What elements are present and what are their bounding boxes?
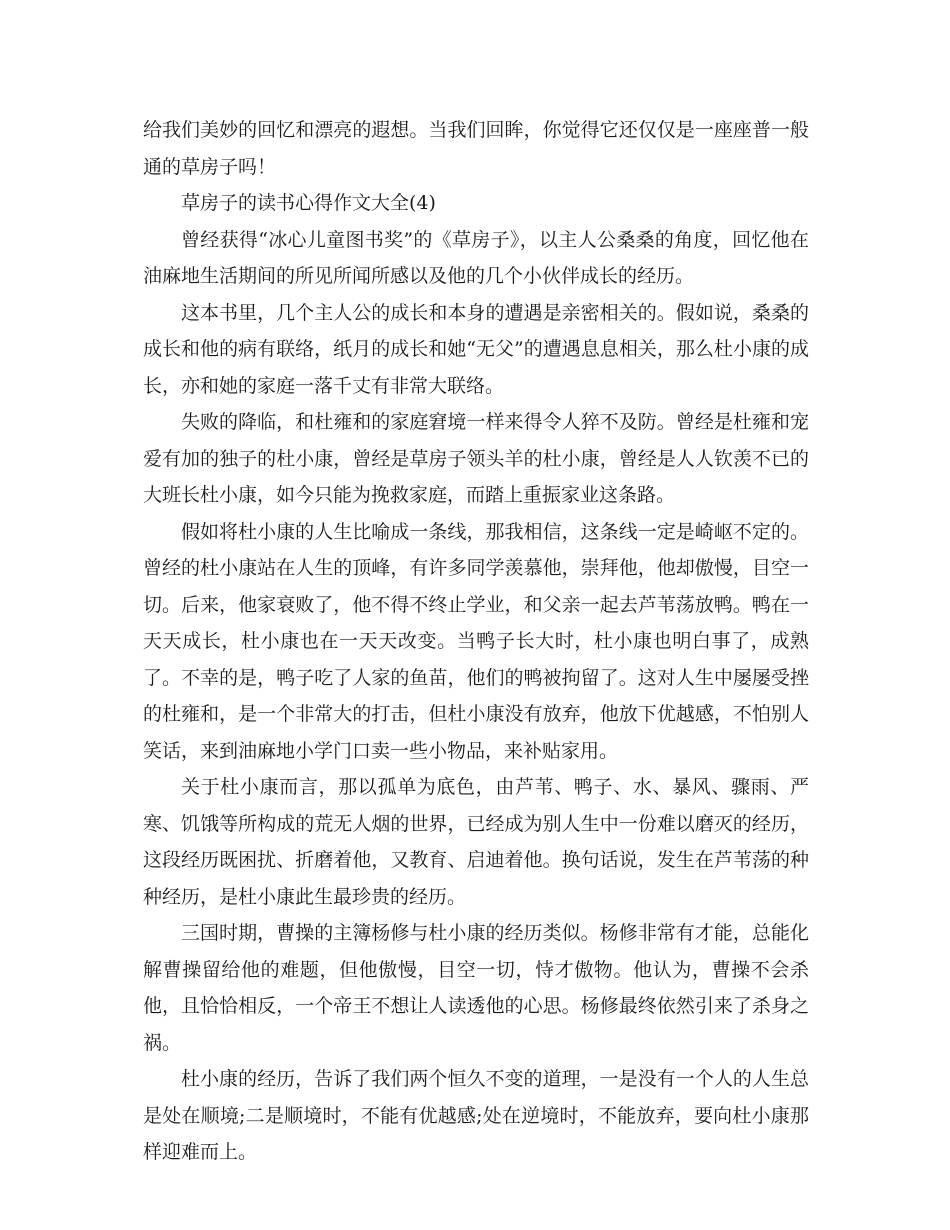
paragraph: 杜小康的经历，告诉了我们两个恒久不变的道理，一是没有一个人的人生总是处在顺境;二是顺境时，不能有优越感;处在逆境时，不能放弃，要向杜小康那样迎难而上。 [143,1068,809,1163]
paragraph: 三国时期，曹操的主簿杨修与杜小康的经历类似。杨修非常有才能，总能化解曹操留给他的难题，但他傲慢，目空一切，恃才傲物。他认为，曹操不会杀他，且恰恰相反，一个帝王不想让人读透他的心思。杨修最终依然引来了杀身之祸。 [143,922,809,1054]
paragraph: 关于杜小康而言，那以孤单为底色，由芦苇、鸭子、水、暴风、骤雨、严寒、饥饿等所构成的荒无人烟的世界，已经成为别人生中一份难以磨灭的经历，这段经历既困扰、折磨着他，又教育、启迪着他。换句话说，发生在芦苇荡的种种经历，是杜小康此生最珍贵的经历。 [143,776,809,908]
paragraph: 失败的降临，和杜雍和的家庭窘境一样来得令人猝不及防。曾经是杜雍和宠爱有加的独子的杜小康，曾经是草房子领头羊的杜小康，曾经是人人钦羡不已的大班长杜小康，如今只能为挽救家庭，而踏上重振家业这条路。 [143,411,809,506]
paragraph: 假如将杜小康的人生比喻成一条线，那我相信，这条线一定是崎岖不定的。曾经的杜小康站在人生的顶峰，有许多同学羡慕他，崇拜他，他却傲慢，目空一切。后来，他家衰败了，他不得不终止学业，和父亲一起去芦苇荡放鸭。鸭在一天天成长，杜小康也在一天天改变。当鸭子长大时，杜小康也明白事了，成熟了。不幸的是，鸭子吃了人家的鱼苗，他们的鸭被拘留了。这对人生中屡屡受挫的杜雍和，是一个非常大的打击，但杜小康没有放弃，他放下优越感，不怕别人笑话，来到油麻地小学门口卖一些小物品，来补贴家用。 [143,520,809,762]
document-body [143,112,809,1171]
section-heading: 草房子的读书心得作文大全(4) [181,192,436,214]
paragraph: 这本书里，几个主人公的成长和本身的遭遇是亲密相关的。假如说，桑桑的成长和他的病有联络，纸月的成长和她“无父”的遭遇息息相关，那么杜小康的成长，亦和她的家庭一落千丈有非常大联络。 [143,301,809,397]
paragraph-continuation: 给我们美妙的回忆和漂亮的遐想。当我们回眸，你觉得它还仅仅是一座座普一般通的草房子吗！ [143,119,809,178]
paragraph: 曾经获得“冰心儿童图书奖”的《草房子》，以主人公桑桑的角度，回忆他在油麻地生活期间的所见所闻所感以及他的几个小伙伴成长的经历。 [143,228,809,287]
